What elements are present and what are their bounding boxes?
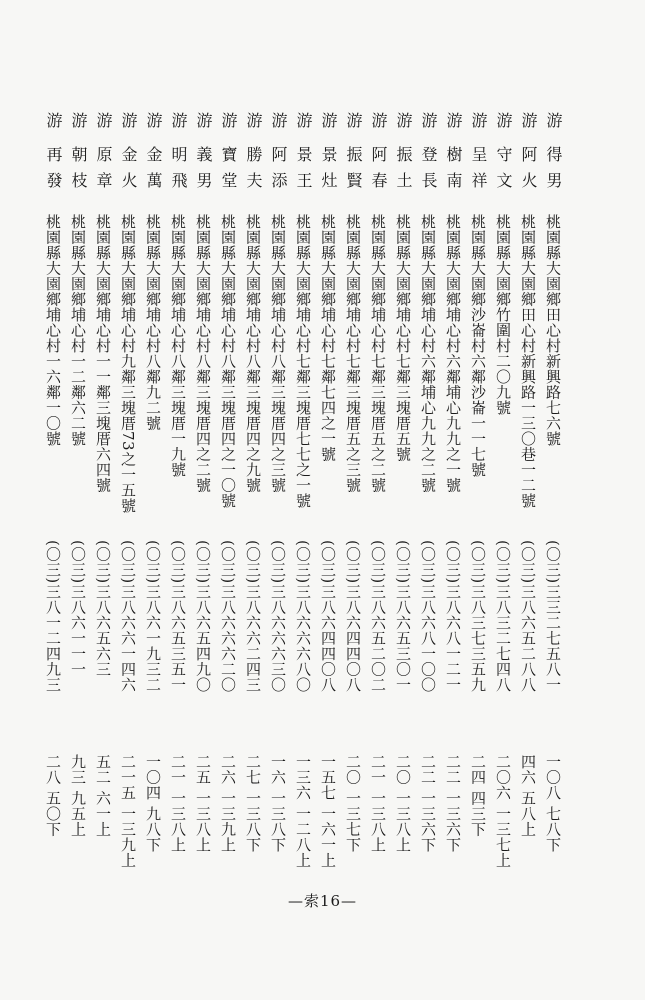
list-item (167, 112, 189, 932)
entry-reference: 一〇四 九八下 (144, 754, 162, 853)
entry-reference: 二〇六 一三七上 (494, 754, 512, 868)
entry-phone: (〇三)三八六五二〇二 (369, 540, 387, 693)
entry-surname: 游 (294, 112, 313, 129)
entry-reference: 二五 一三八上 (194, 754, 212, 853)
entry-given-name: 登長 (419, 146, 438, 198)
entry-given-name: 振土 (394, 146, 413, 198)
entry-address: 桃園縣大園鄉埔心村九鄰三塊厝73之一五號 (119, 214, 137, 514)
entry-phone: (〇三)三八六四四〇八 (344, 540, 362, 693)
entry-surname: 游 (394, 112, 413, 129)
list-item (117, 112, 139, 932)
entry-surname: 游 (144, 112, 163, 129)
entry-phone: (〇三)三八六一九三二 (144, 540, 162, 693)
entry-surname: 游 (494, 112, 513, 129)
entry-given-name: 明飛 (169, 146, 188, 198)
entry-surname: 游 (444, 112, 463, 129)
entry-reference: 二七 一三八下 (244, 754, 262, 853)
entry-phone: (〇三)三八六五三〇一 (394, 540, 412, 693)
entry-reference: 一〇八 七八下 (544, 754, 562, 853)
entry-given-name: 勝夫 (244, 146, 263, 198)
entry-given-name: 得男 (544, 146, 563, 198)
list-item (292, 112, 314, 932)
entry-reference: 九三 九五上 (69, 754, 87, 837)
entry-address: 桃園縣大園鄉埔心村六鄰埔心九九之一號 (444, 214, 462, 493)
list-item (42, 112, 64, 932)
entry-phone: (〇三)三八六四四〇八 (319, 540, 337, 693)
entry-given-name: 金萬 (144, 146, 163, 198)
entry-given-name: 振賢 (344, 146, 363, 198)
entry-given-name: 金火 (119, 146, 138, 198)
entry-address: 桃園縣大園鄉竹圍村二〇九號 (494, 214, 512, 416)
entry-reference: 二〇 一三八上 (394, 754, 412, 853)
entry-given-name: 景灶 (319, 146, 338, 198)
entry-address: 桃園縣大園鄉埔心村七鄰七四之一號 (319, 214, 337, 462)
entry-phone: (〇三)三八六六一四六 (119, 540, 137, 693)
entry-surname: 游 (269, 112, 288, 129)
entry-phone: (〇三)三八六六六八〇 (294, 540, 312, 693)
entry-phone: (〇三)三八六五六三 (94, 540, 112, 677)
entry-address: 桃園縣大園鄉埔心村七鄰三塊厝五之二號 (369, 214, 387, 493)
list-item (342, 112, 364, 932)
entry-surname: 游 (319, 112, 338, 129)
entry-surname: 游 (94, 112, 113, 129)
entry-address: 桃園縣大園鄉埔心村八鄰三塊厝四之一〇號 (219, 214, 237, 509)
entry-reference: 二八 五〇下 (44, 754, 62, 837)
entry-phone: (〇三)三八三二七四八 (494, 540, 512, 693)
entry-surname: 游 (194, 112, 213, 129)
entry-reference: 二一 一三八上 (369, 754, 387, 853)
entry-phone: (〇三)三八六六六三〇 (269, 540, 287, 693)
list-item (392, 112, 414, 932)
entry-reference: 二二 一三六下 (419, 754, 437, 853)
entry-given-name: 再發 (44, 146, 63, 198)
entry-phone: (〇三)三八六六六二〇 (219, 540, 237, 693)
entry-surname: 游 (219, 112, 238, 129)
entry-reference: 二一 一三八上 (169, 754, 187, 853)
list-item (267, 112, 289, 932)
entry-surname: 游 (69, 112, 88, 129)
entry-address: 桃園縣大園鄉埔心村一一鄰三塊厝六四號 (94, 214, 112, 493)
entry-surname: 游 (119, 112, 138, 129)
page-number: —索16— (287, 892, 358, 910)
entry-address: 桃園縣大園鄉埔心村八鄰九二號 (144, 214, 162, 431)
entry-phone: (〇三)三八六五二八八 (519, 540, 537, 693)
entry-address: 桃園縣大園鄉埔心村一六鄰一〇號 (44, 214, 62, 447)
entry-phone: (〇三)三八六八一〇〇 (419, 540, 437, 693)
entry-surname: 游 (469, 112, 488, 129)
entry-surname: 游 (169, 112, 188, 129)
list-item (542, 112, 564, 932)
entry-phone: (〇三)三八三七三五九 (469, 540, 487, 693)
entry-given-name: 呈祥 (469, 146, 488, 198)
list-item (317, 112, 339, 932)
list-item (242, 112, 264, 932)
entry-address: 桃園縣大園鄉沙崙村六鄰沙崙一一七號 (469, 214, 487, 478)
list-item (192, 112, 214, 932)
entry-reference: 二六 一三九上 (219, 754, 237, 853)
entry-given-name: 樹南 (444, 146, 463, 198)
entry-phone: (〇三)三八六六二四三 (244, 540, 262, 693)
entry-reference: 五二 六一上 (94, 754, 112, 837)
entry-given-name: 景王 (294, 146, 313, 198)
entry-given-name: 朝枝 (69, 146, 88, 198)
entry-reference: 二四 四三下 (469, 754, 487, 837)
list-item (417, 112, 439, 932)
list-item (367, 112, 389, 932)
entry-address: 桃園縣大園鄉田心村新興路一三〇巷一二號 (519, 214, 537, 509)
entry-given-name: 阿春 (369, 146, 388, 198)
list-item (467, 112, 489, 932)
entry-reference: 一五七 一六一上 (319, 754, 337, 868)
entry-phone: (〇三)三八一二四九三 (44, 540, 62, 693)
list-item (492, 112, 514, 932)
entry-phone: (〇三)三八六五四九〇 (194, 540, 212, 693)
entry-reference: 二二 一三六下 (444, 754, 462, 853)
entry-surname: 游 (44, 112, 63, 129)
entry-given-name: 阿添 (269, 146, 288, 198)
entry-given-name: 義男 (194, 146, 213, 198)
entry-surname: 游 (369, 112, 388, 129)
entry-reference: 一六 一三八下 (269, 754, 287, 853)
list-item (442, 112, 464, 932)
entry-phone: (〇三)三八六一一一 (69, 540, 87, 677)
entry-address: 桃園縣大園鄉埔心村八鄰三塊厝四之三號 (269, 214, 287, 493)
list-item (67, 112, 89, 932)
entry-address: 桃園縣大園鄉埔心村六鄰埔心九九之二號 (419, 214, 437, 493)
entry-address: 桃園縣大園鄉埔心村八鄰三塊厝四之九號 (244, 214, 262, 493)
entry-given-name: 原章 (94, 146, 113, 198)
directory-entries (30, 112, 570, 932)
entry-reference: 二〇 一三七下 (344, 754, 362, 853)
entry-surname: 游 (419, 112, 438, 129)
entry-reference: 一三六 一二八上 (294, 754, 312, 868)
list-item (517, 112, 539, 932)
entry-given-name: 寶堂 (219, 146, 238, 198)
entry-surname: 游 (344, 112, 363, 129)
entry-surname: 游 (519, 112, 538, 129)
entry-address: 桃園縣大園鄉埔心村七鄰三塊厝五之三號 (344, 214, 362, 493)
list-item (217, 112, 239, 932)
entry-address: 桃園縣大園鄉埔心村八鄰三塊厝四之二號 (194, 214, 212, 493)
entry-surname: 游 (544, 112, 563, 129)
entry-address: 桃園縣大園鄉田心村新興路七六號 (544, 214, 562, 447)
entry-given-name: 守文 (494, 146, 513, 198)
entry-surname: 游 (244, 112, 263, 129)
entry-given-name: 阿火 (519, 146, 538, 198)
list-item (142, 112, 164, 932)
entry-phone: (〇三)三八六八一二一 (444, 540, 462, 693)
list-item (92, 112, 114, 932)
entry-phone: (〇三)三八六五三五一 (169, 540, 187, 693)
entry-address: 桃園縣大園鄉埔心村一二鄰六二號 (69, 214, 87, 447)
entry-address: 桃園縣大園鄉埔心村七鄰三塊厝七七之一號 (294, 214, 312, 509)
entry-reference: 四六 五八上 (519, 754, 537, 837)
entry-address: 桃園縣大園鄉埔心村七鄰三塊厝五號 (394, 214, 412, 462)
entry-address: 桃園縣大園鄉埔心村八鄰三塊厝一九號 (169, 214, 187, 478)
entry-reference: 二一五 一三九上 (119, 754, 137, 868)
entry-phone: (〇三)三三二七五八一 (544, 540, 562, 693)
